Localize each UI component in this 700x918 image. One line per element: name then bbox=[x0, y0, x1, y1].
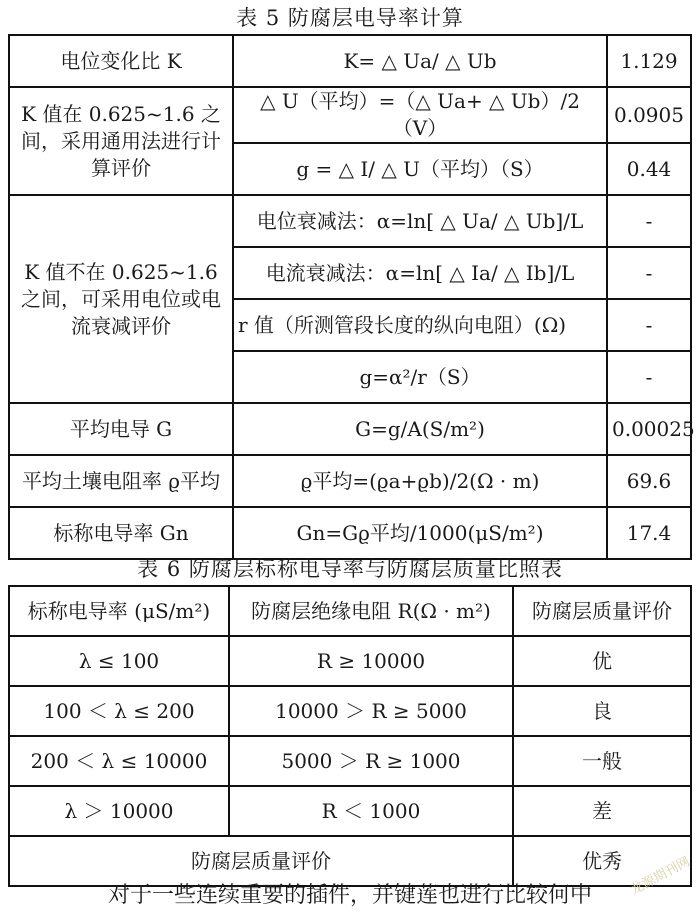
header-cell: 防腐层绝缘电阻 R(Ω · m²) bbox=[229, 586, 513, 636]
value-cell: 17.4 bbox=[607, 507, 691, 559]
formula-cell: g=α²/r（S） bbox=[233, 351, 607, 403]
label-cell: 平均电导 G bbox=[9, 403, 233, 455]
value-cell: 0.0905 bbox=[607, 87, 691, 143]
value-cell: 69.6 bbox=[607, 455, 691, 507]
footer-value-cell: 优秀 bbox=[513, 836, 691, 886]
table-cell: R ＜ 1000 bbox=[229, 786, 513, 836]
value-cell: - bbox=[607, 299, 691, 351]
table-cell: λ ≤ 100 bbox=[9, 636, 229, 686]
table-cell: R ≥ 10000 bbox=[229, 636, 513, 686]
table-cell: 一般 bbox=[513, 736, 691, 786]
formula-cell: r 值（所测管段长度的纵向电阻）(Ω) bbox=[233, 299, 607, 351]
table-cell: 100 ＜ λ ≤ 200 bbox=[9, 686, 229, 736]
table-cell: 优 bbox=[513, 636, 691, 686]
formula-cell: △ U（平均）=（△ Ua+ △ Ub）/2（V） bbox=[233, 87, 607, 143]
table-cell: 200 ＜ λ ≤ 10000 bbox=[9, 736, 229, 786]
value-cell: - bbox=[607, 195, 691, 247]
formula-cell: K= △ Ua/ △ Ub bbox=[233, 35, 607, 87]
table-cell: 差 bbox=[513, 786, 691, 836]
formula-cell: 电位衰减法：α=ln[ △ Ua/ △ Ub]/L bbox=[233, 195, 607, 247]
formula-cell: G=g/A(S/m²) bbox=[233, 403, 607, 455]
label-cell: 标称电导率 Gn bbox=[9, 507, 233, 559]
trailing-text: 对于一些连续重要的插件，并键莲也进行比较何中 bbox=[107, 883, 592, 908]
formula-cell: 电流衰减法：α=ln[ △ Ia/ △ Ib]/L bbox=[233, 247, 607, 299]
table-cell: 5000 ＞ R ≥ 1000 bbox=[229, 736, 513, 786]
header-cell: 标称电导率 (μS/m²) bbox=[9, 586, 229, 636]
value-cell: 1.129 bbox=[607, 35, 691, 87]
table-cell: λ ＞ 10000 bbox=[9, 786, 229, 836]
header-cell: 防腐层质量评价 bbox=[513, 586, 691, 636]
formula-cell: Gn=Gϱ平均/1000(μS/m²) bbox=[233, 507, 607, 559]
formula-cell: g = △ I/ △ U（平均）（S） bbox=[233, 143, 607, 195]
value-cell: - bbox=[607, 351, 691, 403]
label-cell: K 值不在 0.625~1.6 之间，可采用电位或电流衰减评价 bbox=[9, 195, 233, 403]
label-cell: 平均土壤电阻率 ϱ平均 bbox=[9, 455, 233, 507]
watermark: 龙源期刊网 bbox=[628, 854, 693, 899]
value-cell: - bbox=[607, 247, 691, 299]
value-cell: 0.00025 bbox=[607, 403, 691, 455]
footer-label-cell: 防腐层质量评价 bbox=[9, 836, 513, 886]
value-cell: 0.44 bbox=[607, 143, 691, 195]
table6-caption: 表 6 防腐层标称电导率与防腐层质量比照表 bbox=[137, 557, 563, 581]
table-cell: 10000 ＞ R ≥ 5000 bbox=[229, 686, 513, 736]
conductivity-calc-table bbox=[8, 34, 695, 560]
formula-cell: ϱ平均=(ϱa+ϱb)/2(Ω · m) bbox=[233, 455, 607, 507]
table-cell: 良 bbox=[513, 686, 691, 736]
label-cell: 电位变化比 K bbox=[9, 35, 233, 87]
quality-comparison-table bbox=[8, 585, 692, 887]
label-cell: K 值在 0.625~1.6 之间，采用通用法进行计算评价 bbox=[9, 87, 233, 195]
table5-caption: 表 5 防腐层电导率计算 bbox=[236, 6, 464, 30]
